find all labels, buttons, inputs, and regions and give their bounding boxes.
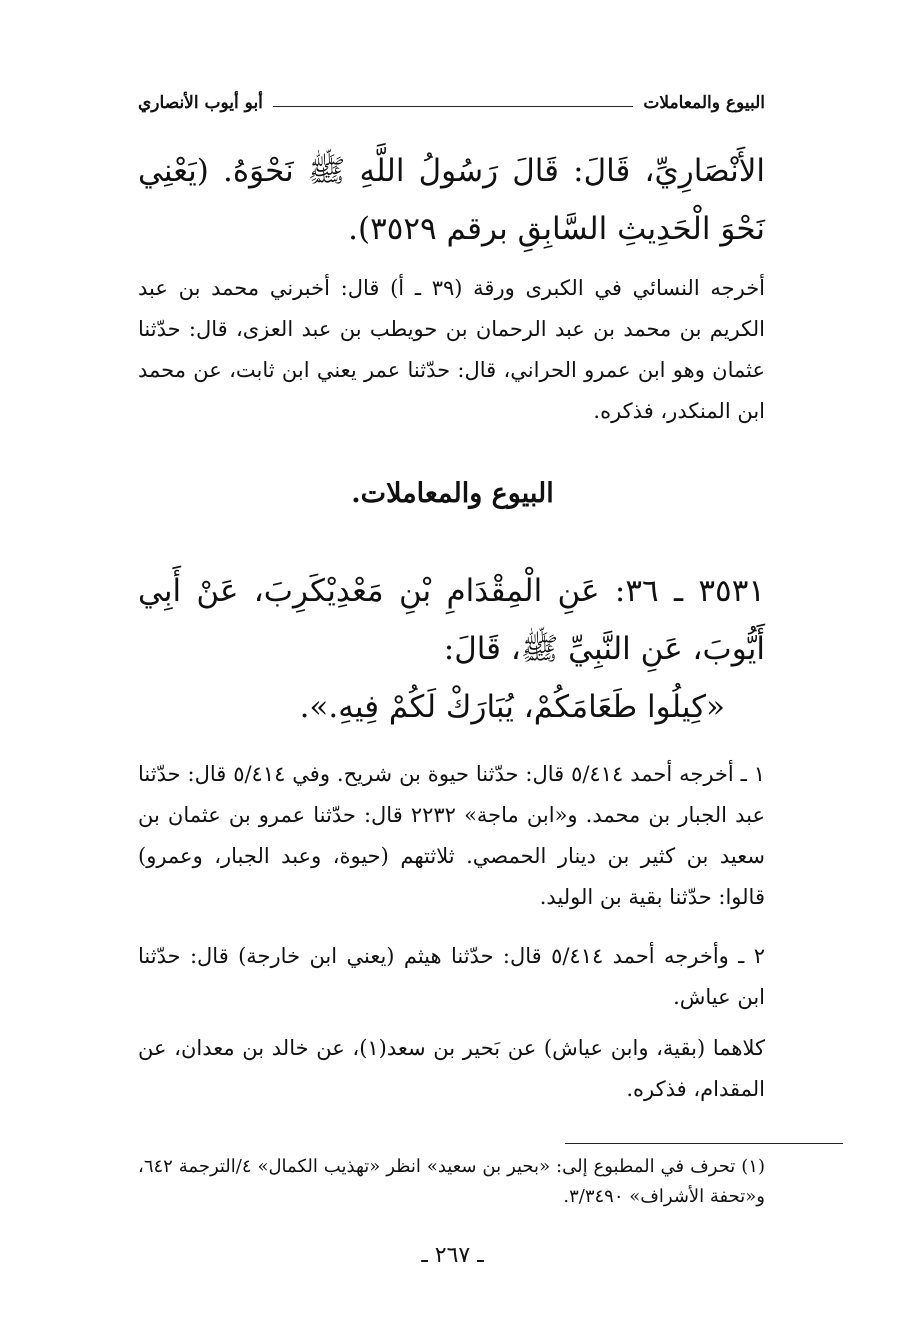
hadith-isnad: ٣٥٣١ ـ ٣٦: عَنِ الْمِقْدَامِ بْنِ مَعْدِيْكَرِبَ، عَنْ أَبِي أَيُّوبَ، عَنِ النَّبِيِّ ﷺ، قَالَ:: [138, 573, 765, 667]
section-heading: البيوع والمعاملات.: [351, 478, 554, 509]
page-number: ـ ٢٦٧ ـ: [421, 1243, 484, 1268]
header-companion-name: أبو أيوب الأنصاري: [138, 93, 263, 113]
header-section-title: البيوع والمعاملات: [643, 93, 765, 113]
footnote-rule: [565, 1143, 843, 1144]
footnote-1: (١) تحرف في المطبوع إلى: «بحير بن سعيد» انظر «تهذيب الكمال» ٤/الترجمة ٦٤٢، و«تحفة الأشراف» ٣/٣٤٩٠.: [138, 1156, 765, 1207]
hadith-matn: «كِيلُوا طَعَامَكُمْ، يُبَارَكْ لَكُمْ فِيهِ.».: [299, 689, 725, 725]
previous-hadith-text: الأَنْصَارِيِّ، قَالَ: قَالَ رَسُولُ اللَّهِ ﷺ نَحْوَهُ. (يَعْنِي نَحْوَ الْحَدِيثِ السَّابِقِ برقم ٣٥٢٩).: [138, 153, 765, 247]
header-rule: [273, 106, 634, 107]
takhrij-paragraph-2: ٢ ـ وأخرجه أحمد ٥/٤١٤ قال: حدّثنا هيثم (يعني ابن خارجة) قال: حدّثنا ابن عياش.: [138, 944, 765, 1009]
takhrij-paragraph-1: ١ ـ أخرجه أحمد ٥/٤١٤ قال: حدّثنا حيوة بن شريح. وفي ٥/٤١٤ قال: حدّثنا عبد الجبار بن محمد. و«ابن ماجة» ٢٢٣٢ قال: حدّثنا عمرو بن عثمان بن سعيد بن كثير بن دينار الحمصي. ثلاثتهم (حيوة، وعبد الجبار، وعمرو) قالوا: حدّثنا بقية بن الوليد.: [138, 762, 765, 909]
takhrij-paragraph-3: كلاهما (بقية، وابن عياش) عن بَحير بن سعد(١)، عن خالد بن معدان، عن المقدام، فذكره.: [138, 1036, 765, 1101]
running-header: [138, 88, 765, 118]
previous-takhrij-paragraph: أخرجه النسائي في الكبرى ورقة (٣٩ ـ أ) قال: أخبرني محمد بن عبد الكريم بن محمد بن عبد الرحمان بن حويطب بن عبد العزى، قال: حدّثنا عثمان وهو ابن عمرو الحراني، قال: حدّثنا عمر يعني ابن ثابت، عن محمد ابن المنكدر، فذكره.: [138, 276, 766, 423]
